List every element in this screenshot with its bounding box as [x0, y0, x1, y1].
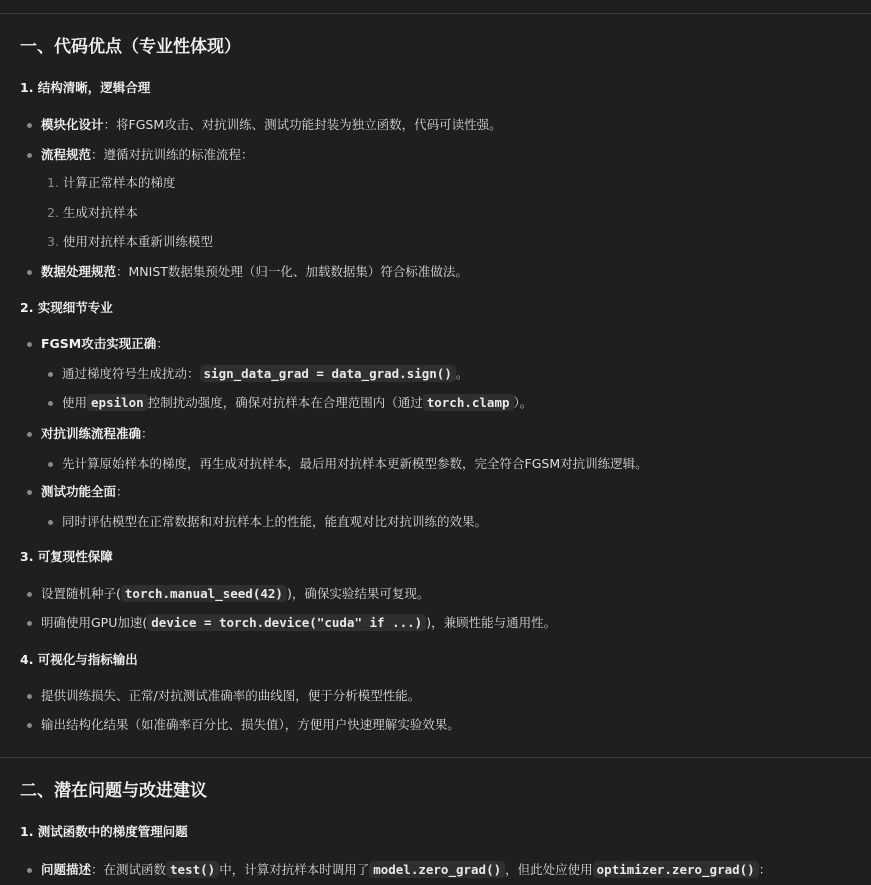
list-item: 测试功能全面：	[41, 484, 129, 499]
section-heading-issues: 二、潜在问题与改进建议	[20, 781, 207, 801]
list-item: 使用 epsilon 控制扰动强度，确保对抗样本在合理范围内（通过 torch.clamp ）。	[62, 395, 533, 410]
list-item: 先计算原始样本的梯度，再生成对抗样本，最后用对抗样本更新模型参数，完全符合FGSM对抗训练逻辑。	[62, 456, 648, 471]
top-divider	[0, 13, 871, 14]
bullet	[27, 694, 32, 699]
inline-code: torch.clamp	[423, 394, 514, 411]
bullet	[27, 868, 32, 873]
inline-code: model.zero_grad()	[369, 861, 505, 878]
ordered-step: 2. 生成对抗样本	[47, 205, 138, 220]
subheading-visualization: 4. 可视化与指标输出	[20, 652, 138, 667]
bullet	[27, 490, 32, 495]
subheading-implementation: 2. 实现细节专业	[20, 300, 113, 315]
list-item: 通过梯度符号生成扰动： sign_data_grad = data_grad.sign() 。	[62, 366, 469, 381]
inline-code: device = torch.device("cuda" if ...)	[147, 614, 426, 631]
list-item: 流程规范：遵循对抗训练的标准流程：	[41, 147, 254, 162]
bullet	[48, 462, 53, 467]
bullet	[48, 401, 53, 406]
list-item: 同时评估模型在正常数据和对抗样本上的性能，能直观对比对抗训练的效果。	[62, 514, 488, 529]
subheading-structure: 1. 结构清晰，逻辑合理	[20, 80, 151, 95]
list-item: 问题描述：在测试函数 test() 中，计算对抗样本时调用了 model.zero_grad() ，但此处应使用 optimizer.zero_grad() ：	[41, 862, 772, 877]
bullet	[48, 520, 53, 525]
ordered-step: 3. 使用对抗样本重新训练模型	[47, 234, 213, 249]
inline-code: optimizer.zero_grad()	[593, 861, 759, 878]
inline-code: torch.manual_seed(42)	[121, 585, 287, 602]
inline-code: test()	[166, 861, 219, 878]
list-item: 对抗训练流程准确：	[41, 426, 154, 441]
list-item: 设置随机种子( torch.manual_seed(42) )，确保实验结果可复现。	[41, 586, 430, 601]
inline-code: epsilon	[87, 394, 148, 411]
bullet	[27, 270, 32, 275]
bullet	[27, 432, 32, 437]
bullet	[27, 723, 32, 728]
bullet	[48, 372, 53, 377]
section-divider	[0, 757, 871, 758]
bullet	[27, 621, 32, 626]
bullet	[27, 592, 32, 597]
list-item: 明确使用GPU加速( device = torch.device("cuda" if ...) )，兼顾性能与通用性。	[41, 615, 557, 630]
list-item: 数据处理规范：MNIST数据集预处理（归一化、加载数据集）符合标准做法。	[41, 264, 468, 279]
section-heading-advantages: 一、代码优点（专业性体现）	[20, 37, 241, 57]
list-item: 模块化设计：将FGSM攻击、对抗训练、测试功能封装为独立函数，代码可读性强。	[41, 117, 502, 132]
bullet	[27, 342, 32, 347]
list-item: FGSM攻击实现正确：	[41, 336, 169, 351]
subheading-gradient-issue: 1. 测试函数中的梯度管理问题	[20, 824, 188, 839]
list-item: 输出结构化结果（如准确率百分比、损失值），方便用户快速理解实验效果。	[41, 717, 460, 732]
subheading-reproducibility: 3. 可复现性保障	[20, 549, 113, 564]
bullet	[27, 153, 32, 158]
ordered-step: 1. 计算正常样本的梯度	[47, 175, 176, 190]
inline-code: sign_data_grad = data_grad.sign()	[200, 365, 456, 382]
bullet	[27, 123, 32, 128]
list-item: 提供训练损失、正常/对抗测试准确率的曲线图，便于分析模型性能。	[41, 688, 421, 703]
